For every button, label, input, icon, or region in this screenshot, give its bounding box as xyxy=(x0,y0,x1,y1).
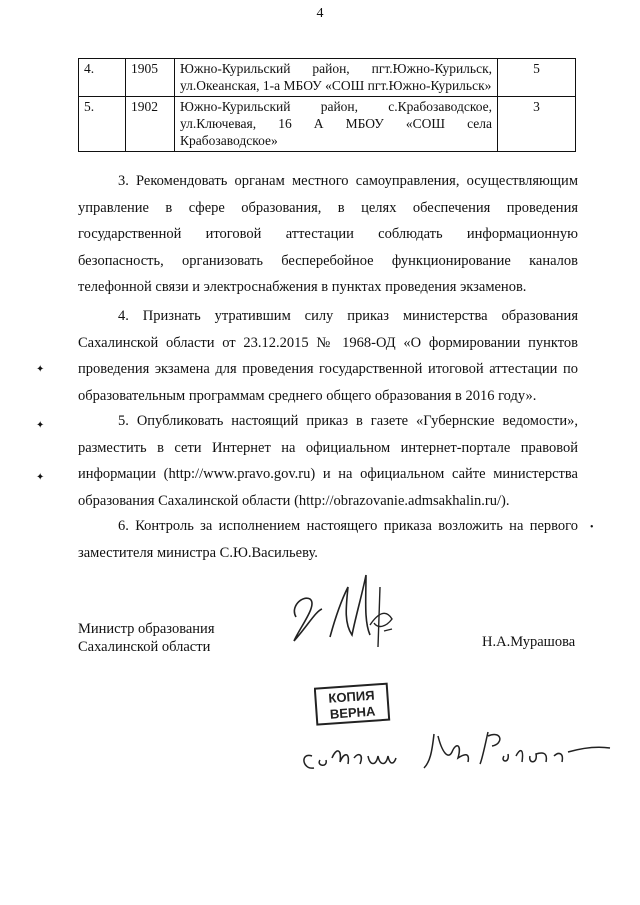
paragraph-4: 4. Признать утратившим силу приказ министерства образования Сахалинской области от 23.12.2015 № 1968-ОД «О формировании пунктов проведения экзамена для проведения государственной итоговой аттестации по образовательным программам среднего общего образования в 2016 году». xyxy=(78,308,578,404)
page-number: 4 xyxy=(316,6,324,21)
margin-mark: ✦ xyxy=(36,420,45,431)
point-address: Южно-Курильский район, с.Крабозаводское, ул.Ключевая, 16 А МБОУ «СОШ села Крабозаводское» xyxy=(175,97,498,152)
margin-mark: • xyxy=(590,522,594,533)
row-number: 5. xyxy=(79,97,126,152)
margin-mark: ✦ xyxy=(36,364,45,375)
copy-verified-stamp xyxy=(314,682,394,726)
stamp-line2: ВЕРНА xyxy=(329,703,376,722)
paragraph-5: 5. Опубликовать настоящий приказ в газете «Губернские ведомости», разместить в сети Интернет на официальном интернет-портале правовой информации (http://www.pravo.gov.ru) и на официальном сайте министерства образования Сахалинской области (http://obrazovanie.admsakhalin.ru/). xyxy=(78,413,578,509)
paragraph-3: 3. Рекомендовать органам местного самоуправления, осуществляющим управление в сфере образования, в целях обеспечения проведения государственной итоговой аттестации соблюдать информационную безопасность, организовать бесперебойное функционирование каналов телефонной связи и электроснабжения в пунктах проведения экзаменов. xyxy=(78,173,578,295)
point-code: 1905 xyxy=(126,59,175,97)
signatory-title xyxy=(78,620,214,656)
signatory-title-line1: Министр образования xyxy=(78,621,215,637)
exam-points-table xyxy=(78,58,576,152)
point-count: 3 xyxy=(498,97,576,152)
stamp-line1: КОПИЯ xyxy=(327,687,375,706)
minister-signature xyxy=(282,565,402,660)
margin-mark: ✦ xyxy=(36,472,45,483)
row-number: 4. xyxy=(79,59,126,97)
table-row xyxy=(79,97,576,152)
table-row xyxy=(79,59,576,97)
point-address: Южно-Курильский район, пгт.Южно-Курильск, ул.Океанская, 1-а МБОУ «СОШ пгт.Южно-Курильск» xyxy=(175,59,498,97)
copy-certification-signatures xyxy=(292,722,622,782)
signatory-title-line2: Сахалинской области xyxy=(78,639,211,655)
point-count: 5 xyxy=(498,59,576,97)
point-code: 1902 xyxy=(126,97,175,152)
signatory-name: Н.А.Мурашова xyxy=(482,634,576,650)
paragraph-6: 6. Контроль за исполнением настоящего приказа возложить на первого заместителя министра С.Ю.Васильеву. xyxy=(78,518,578,561)
